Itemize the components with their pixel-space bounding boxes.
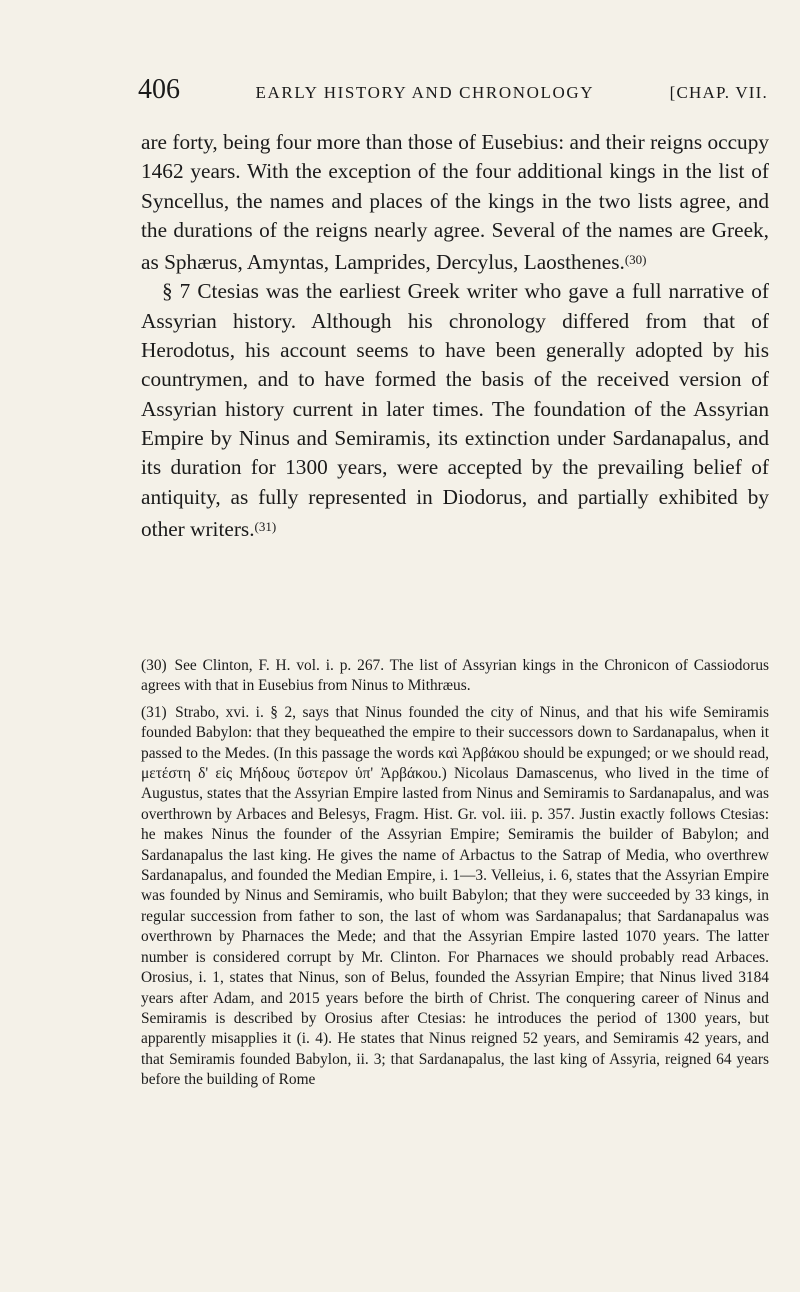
paragraph-text: § 7 Ctesias was the earliest Greek writer who gave a full narrative of Assyrian history. Although his chronology differed from that of Herodotus, his account seems to have been generally adopted by his countrymen, and to have formed the basis of the received version of Assyrian history current in later times. The foundation of the Assyrian Empire by Ninus and Semiramis, its extinction under Sardanapalus, and its duration for 1300 years, were accepted by the prevailing belief of antiquity, as fully represented in Diodorus, and partially exhibited by other writers. — [141, 279, 769, 541]
paragraph-text: are forty, being four more than those of Eusebius: and their reigns occupy 1462 years. With the exception of the four additional kings in the list of Syncellus, the names and places of the kings in the two lists agree, and the durations of the reigns nearly agree. Several of the names are Greek, as Sphærus, Amyntas, Lamprides, Dercylus, Laosthenes. — [141, 130, 769, 275]
paragraph — [141, 277, 769, 544]
footnotes — [141, 656, 769, 1097]
footnote — [141, 656, 769, 697]
footnote-text: Strabo, xvi. i. § 2, says that Ninus founded the city of Ninus, and that his wife Semiramis founded Babylon: that they bequeathed the empire to their successors down to Sardanapalus, when it passed to the Medes. (In this passage the words καὶ Ἀρβάκου should be expunged; or we should read, μετέστη δ' εἰς Μήδους ὕστερον ὑπ' Ἀρβάκου.) Nicolaus Damascenus, who lived in the time of Augustus, states that the Assyrian Empire lasted from Ninus and Semiramis to Sardanapalus, and was overthrown by Arbaces and Belesys, Fragm. Hist. Gr. vol. iii. p. 357. Justin exactly follows Ctesias: he makes Ninus the founder of the Assyrian Empire; Semiramis the builder of Babylon; and Sardanapalus the last king. He gives the name of Arbactus to the Satrap of Media, who overthrew Sardanapalus, and founded the Median Empire, i. 1—3. Velleius, i. 6, states that the Assyrian Empire was founded by Ninus and Semiramis, who built Babylon; that they were succeeded by 33 kings, in regular succession from father to son, the last of whom was Sardanapalus; that Sardanapalus was overthrown by Pharnaces the Mede; and that the Assyrian Empire lasted 1070 years. The latter number is considered corrupt by Mr. Clinton. For Pharnaces we should probably read Arbaces. Orosius, i. 1, states that Ninus, son of Belus, founded the Assyrian Empire; that Ninus lived 3184 years after Adam, and 2015 years before the birth of Christ. The conquering career of Ninus and Semiramis is described by Orosius after Ctesias: he introduces the period of 1300 years, but apparently misapplies it (i. 4). He states that Ninus reigned 52 years, and Semiramis 42 years, and that Semiramis founded Babylon, ii. 3; that Sardanapalus, the last king of Assyria, reigned 64 years before the building of Rome — [141, 703, 769, 1089]
footnote-number: (31) — [141, 703, 167, 721]
main-text — [141, 128, 769, 544]
chapter-label: [CHAP. VII. — [669, 83, 768, 102]
running-head — [138, 74, 768, 106]
page-number: 406 — [138, 74, 180, 105]
footnote-reference: (31) — [254, 518, 277, 534]
footnote — [141, 703, 769, 1091]
footnote-text: See Clinton, F. H. vol. i. p. 267. The list of Assyrian kings in the Chronicon of Cassiodorus agrees with that in Eusebius from Ninus to Mithræus. — [141, 657, 769, 695]
footnote-number: (30) — [141, 657, 167, 674]
paragraph — [141, 128, 769, 277]
footnote-reference: (30) — [624, 252, 647, 268]
running-title: EARLY HISTORY AND CHRONOLOGY — [255, 83, 595, 102]
